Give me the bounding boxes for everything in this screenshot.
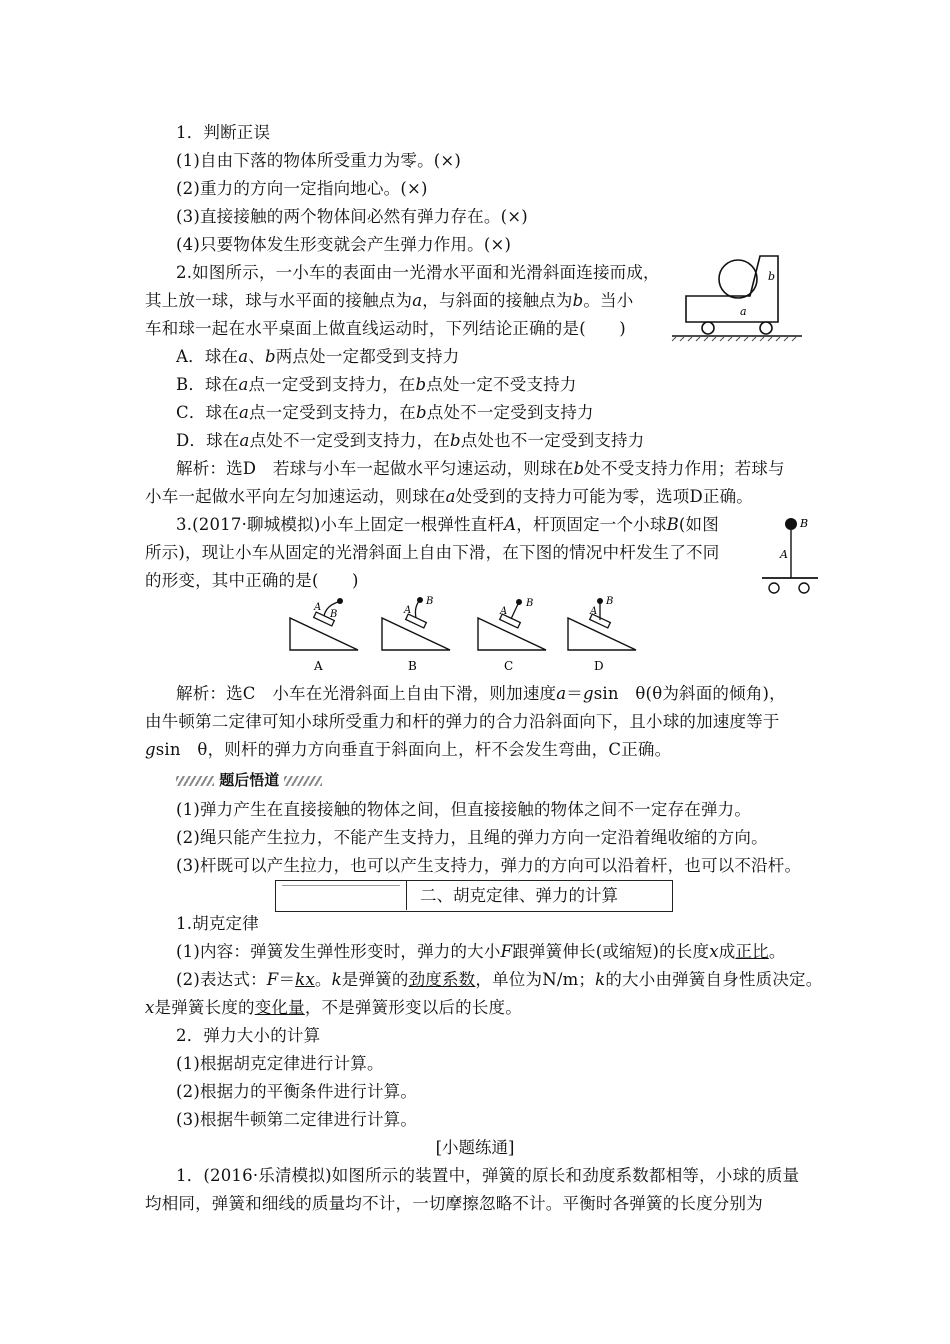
option-d-diagram <box>568 596 636 650</box>
q2-option-b: B．球在a点一定受到支持力，在b点处一定不受支持力 <box>176 375 577 394</box>
hooke-law-heading: 1.胡克定律 <box>176 914 259 933</box>
option-label-c: C <box>504 659 514 673</box>
method-item-3: (3)根据牛顿第二定律进行计算。 <box>176 1110 418 1129</box>
q3-stem-line-3: 的形变，其中正确的是( ) <box>145 571 359 590</box>
svg-text:B: B <box>526 598 534 609</box>
tip-item-2: (2)绳只能产生拉力，不能产生支持力，且绳的弹力方向一定沿着绳收缩的方向。 <box>176 828 768 847</box>
wheel-left <box>702 322 714 334</box>
label-a: a <box>740 305 747 318</box>
practice-q1-line-2: 均相同，弹簧和细线的质量均不计，一切摩擦忽略不计。平衡时各弹簧的长度分别为 <box>145 1194 763 1213</box>
cart-body <box>686 256 778 322</box>
ball <box>719 260 757 298</box>
option-b-diagram <box>382 596 450 650</box>
option-label-b: B <box>408 659 417 673</box>
wheel-right <box>799 583 809 593</box>
q3-answer-line-1: 解析：选C 小车在光滑斜面上自由下滑，则加速度a＝gsin θ(θ为斜面的倾角)， <box>176 684 786 703</box>
practice-heading: [小题练通] <box>435 1138 515 1157</box>
q1-item-1: (1)自由下落的物体所受重力为零。(×) <box>176 151 462 170</box>
q2-option-c: C．球在a点一定受到支持力，在b点处不一定受到支持力 <box>176 403 594 422</box>
svg-text:A: A <box>590 606 598 617</box>
section-2-header <box>275 880 673 912</box>
method-item-2: (2)根据力的平衡条件进行计算。 <box>176 1082 418 1101</box>
section-2-header-blank <box>276 881 407 910</box>
section-2-title: 二、胡克定律、弹力的计算 <box>420 886 618 905</box>
q1-item-2: (2)重力的方向一定指向地心。(×) <box>176 179 428 198</box>
q2-stem-line-3: 车和球一起在水平桌面上做直线运动时，下列结论正确的是( ) <box>145 319 626 338</box>
q2-answer-line-1: 解析：选D 若球与小车一起做水平匀速运动，则球在b处不受支持力作用；若球与 <box>176 459 785 478</box>
svg-text:A: A <box>404 605 412 616</box>
tips-heading: 题后悟道 <box>176 768 322 792</box>
hooke-law-content: (1)内容：弹簧发生弹性形变时，弹力的大小F跟弹簧伸长(或缩短)的长度x成正比。 <box>176 942 786 961</box>
method-item-1: (1)根据胡克定律进行计算。 <box>176 1054 384 1073</box>
label-a: A <box>780 548 788 561</box>
cart-rod-figure <box>758 512 822 604</box>
wheel-left <box>769 583 779 593</box>
svg-text:B: B <box>330 609 338 620</box>
q2-option-a: A．球在a、b两点处一定都受到支持力 <box>176 347 460 366</box>
wheel-right <box>760 322 772 334</box>
option-c-diagram <box>478 598 546 650</box>
label-b: B <box>800 517 809 530</box>
hatch-decoration-right <box>284 776 322 786</box>
hooke-law-expression-cont: x是弹簧长度的变化量，不是弹簧形变以后的长度。 <box>145 998 522 1017</box>
tip-item-1: (1)弹力产生在直接接触的物体之间，但直接接触的物体之间不一定存在弹力。 <box>176 800 752 819</box>
practice-q1-line-1: 1．(2016·乐清模拟)如图所示的装置中，弹簧的原长和劲度系数都相等，小球的质量 <box>176 1166 800 1185</box>
label-b: b <box>768 270 776 283</box>
hooke-law-expression: (2)表达式：F＝kx。k是弹簧的劲度系数，单位为N/m；k的大小由弹簧自身性质决定。 <box>176 970 823 989</box>
q2-stem-line-2: 其上放一球，球与水平面的接触点为a，与斜面的接触点为b。当小 <box>145 291 634 310</box>
option-a-diagram <box>290 598 358 650</box>
option-label-a: A <box>314 659 323 673</box>
svg-text:A: A <box>500 606 508 617</box>
q2-option-d: D．球在a点处不一定受到支持力，在b点处也不一定受到支持力 <box>176 431 645 450</box>
tip-item-3: (3)杆既可以产生拉力，也可以产生支持力，弹力的方向可以沿着杆，也可以不沿杆。 <box>176 856 802 875</box>
hatch-decoration-left <box>176 776 214 786</box>
q1-item-4: (4)只要物体发生形变就会产生弹力作用。(×) <box>176 235 512 254</box>
ball-b <box>785 518 797 530</box>
q1-title: 1．判断正误 <box>176 123 271 142</box>
svg-text:A: A <box>314 602 322 613</box>
q1-item-3: (3)直接接触的两个物体间必然有弹力存在。(×) <box>176 207 528 226</box>
option-label-d: D <box>594 659 604 673</box>
incline-options-figure <box>286 594 666 674</box>
q3-answer-line-2: 由牛顿第二定律可知小球所受重力和杆的弹力的合力沿斜面向下，且小球的加速度等于 <box>145 712 780 731</box>
q3-stem-line-1: 3.(2017·聊城模拟)小车上固定一根弹性直杆A，杆顶固定一个小球B(如图 <box>176 515 719 534</box>
svg-text:B: B <box>426 596 434 607</box>
q2-stem-line-1: 2.如图所示，一小车的表面由一光滑水平面和光滑斜面连接而成， <box>176 263 660 282</box>
elastic-force-heading: 2．弹力大小的计算 <box>176 1026 321 1045</box>
cart-ball-figure <box>668 250 808 342</box>
q2-answer-line-2: 小车一起做水平向左匀加速运动，则球在a处受到的支持力可能为零，选项D正确。 <box>145 487 753 506</box>
q3-answer-line-3: gsin θ，则杆的弹力方向垂直于斜面向上，杆不会发生弯曲，C正确。 <box>145 740 672 759</box>
svg-text:B: B <box>606 596 614 607</box>
q3-stem-line-2: 所示)，现让小车从固定的光滑斜面上自由下滑，在下图的情况中杆发生了不同 <box>145 543 720 562</box>
